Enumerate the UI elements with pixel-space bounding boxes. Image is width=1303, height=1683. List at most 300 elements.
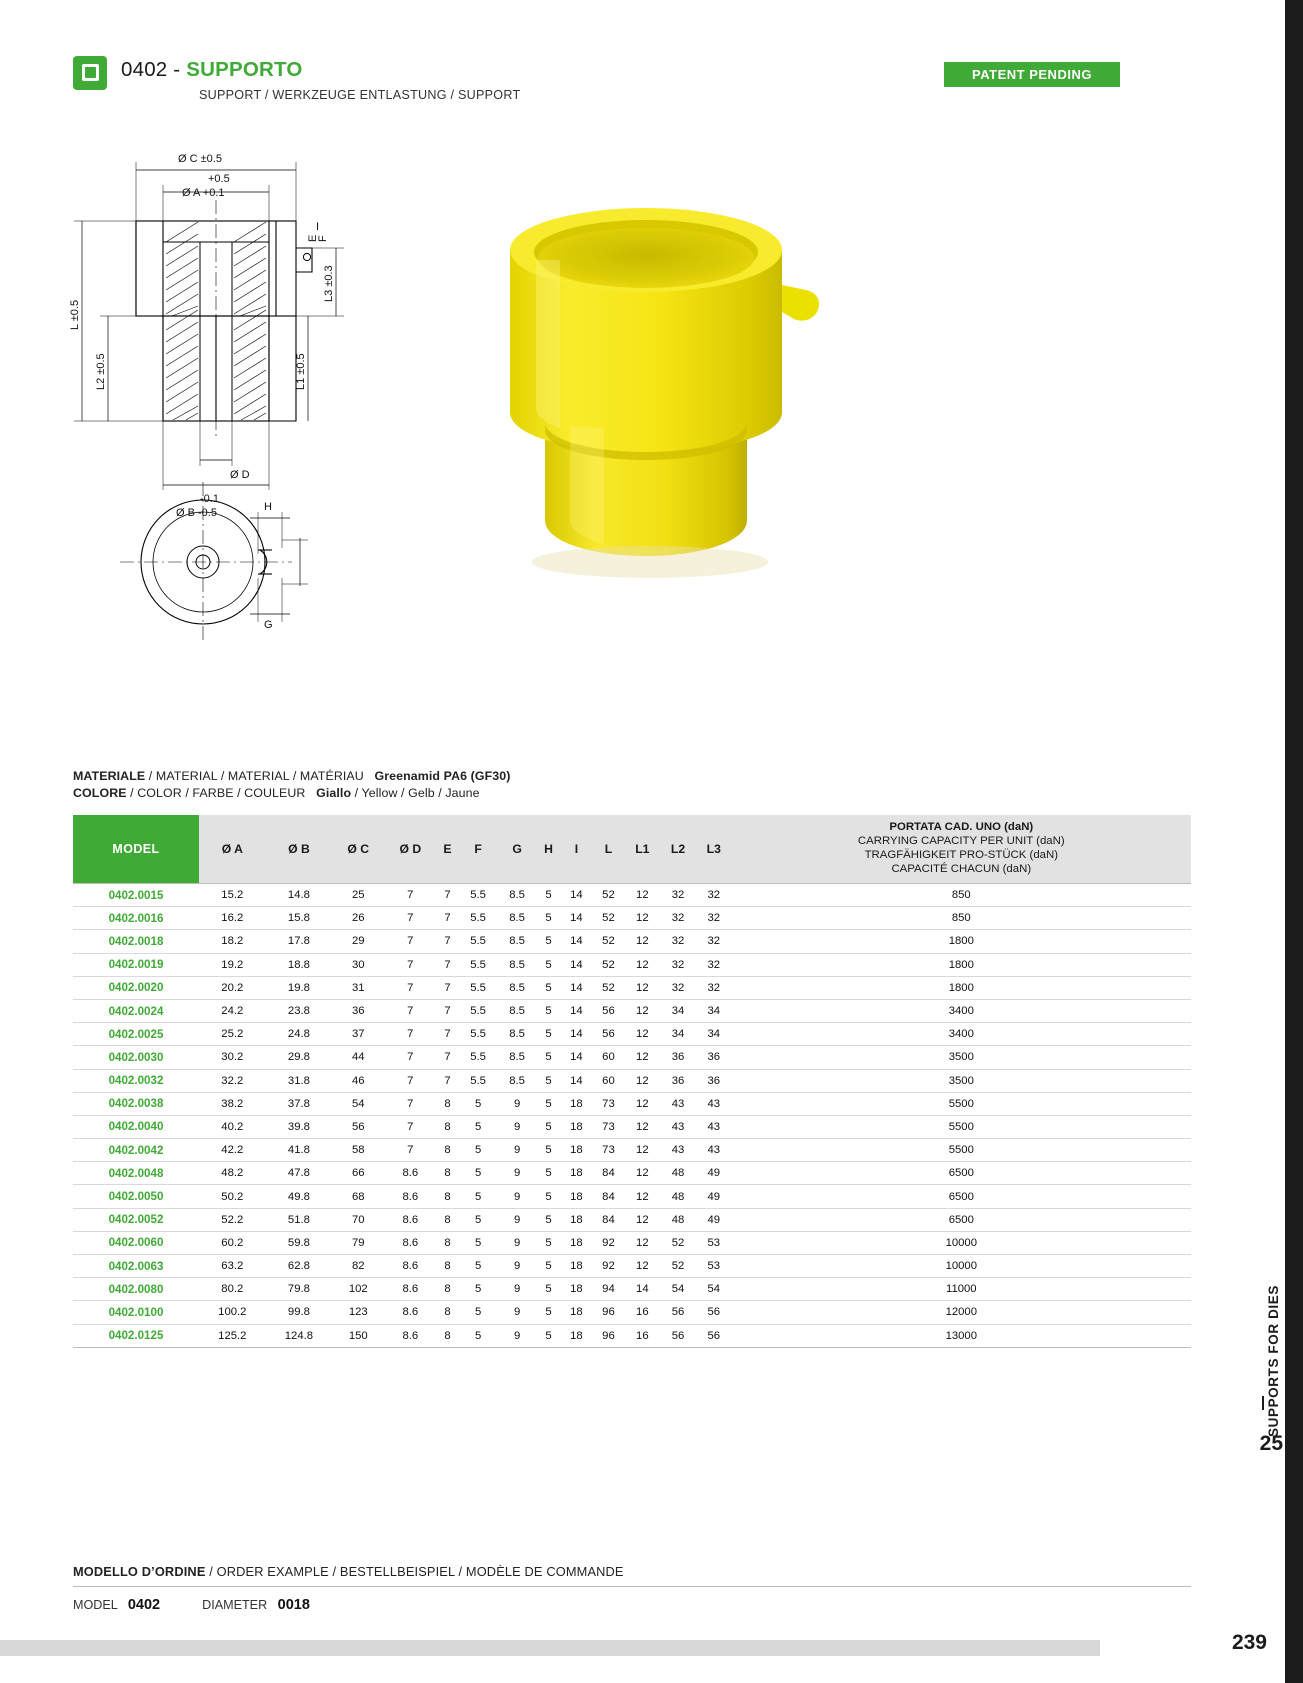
cell-dim-d: 8.6 [384,1208,436,1231]
cell-dim-e: 8 [436,1139,458,1162]
cell-dim-i: 18 [560,1278,592,1301]
cell-dim-c: 29 [332,930,384,953]
cell-dim-b: 15.8 [266,907,333,930]
cell-dim-e: 7 [436,884,458,907]
dim-label-diaA: Ø A +0.1 [182,187,225,199]
cell-capacity: 850 [732,907,1191,930]
cell-dim-f: 5.5 [459,884,498,907]
cell-dim-l2: 56 [660,1324,696,1347]
cell-dim-g: 9 [498,1208,537,1231]
cell-dim-c: 79 [332,1231,384,1254]
cell-dim-l3: 49 [696,1162,732,1185]
cell-dim-i: 14 [560,999,592,1022]
cell-dim-d: 7 [384,884,436,907]
cell-dim-l3: 32 [696,907,732,930]
cell-dim-l2: 52 [660,1231,696,1254]
order-example-title [73,1564,624,1579]
product-photo [500,190,1080,610]
cell-dim-l1: 12 [624,907,660,930]
column-header-dia-c: Ø C [332,815,384,884]
cell-capacity: 10000 [732,1231,1191,1254]
cell-dim-l1: 12 [624,1231,660,1254]
cell-dim-e: 8 [436,1185,458,1208]
column-header-l1: L1 [624,815,660,884]
cell-capacity: 11000 [732,1278,1191,1301]
cell-dim-b: 51.8 [266,1208,333,1231]
cell-dim-f: 5 [459,1162,498,1185]
cell-dim-g: 9 [498,1278,537,1301]
cell-capacity: 10000 [732,1255,1191,1278]
status-badge: PATENT PENDING [944,62,1120,87]
cell-dim-g: 8.5 [498,999,537,1022]
cell-dim-l: 52 [592,884,624,907]
footer-bar [0,1640,1100,1656]
cell-dim-h: 5 [537,1208,561,1231]
cell-dim-h: 5 [537,1278,561,1301]
cell-dim-b: 39.8 [266,1115,333,1138]
cell-dim-l3: 43 [696,1092,732,1115]
cell-dim-f: 5 [459,1092,498,1115]
side-divider [1262,1396,1264,1410]
dim-label-L1: L1 ±0.5 [295,353,307,390]
cell-dim-l: 84 [592,1162,624,1185]
cell-dim-l2: 43 [660,1115,696,1138]
cell-dim-h: 5 [537,884,561,907]
column-header-capacity [732,815,1191,884]
table-row [73,1231,1191,1254]
cell-dim-a: 24.2 [199,999,266,1022]
cell-dim-f: 5.5 [459,976,498,999]
cell-dim-b: 29.8 [266,1046,333,1069]
cell-dim-l3: 36 [696,1046,732,1069]
cell-dim-l2: 43 [660,1139,696,1162]
cell-dim-c: 68 [332,1185,384,1208]
cell-dim-l1: 12 [624,953,660,976]
cell-dim-c: 70 [332,1208,384,1231]
cell-dim-i: 18 [560,1208,592,1231]
column-header-e: E [436,815,458,884]
cell-dim-d: 7 [384,1069,436,1092]
cell-dim-d: 8.6 [384,1185,436,1208]
column-header-dia-b: Ø B [266,815,333,884]
cell-dim-a: 15.2 [199,884,266,907]
table-row [73,884,1191,907]
cell-dim-i: 18 [560,1139,592,1162]
order-diameter-value: 0018 [277,1597,310,1613]
cell-dim-i: 18 [560,1231,592,1254]
cell-dim-g: 8.5 [498,930,537,953]
cell-dim-f: 5.5 [459,1046,498,1069]
table-row [73,1185,1191,1208]
cell-dim-h: 5 [537,1255,561,1278]
cell-dim-l2: 32 [660,884,696,907]
cell-dim-e: 8 [436,1162,458,1185]
cell-dim-c: 58 [332,1139,384,1162]
cell-dim-a: 20.2 [199,976,266,999]
cell-dim-h: 5 [537,907,561,930]
cell-dim-i: 14 [560,953,592,976]
cell-dim-c: 30 [332,953,384,976]
cell-dim-a: 48.2 [199,1162,266,1185]
table-row [73,1162,1191,1185]
table-row [73,953,1191,976]
cell-dim-b: 18.8 [266,953,333,976]
cell-capacity: 5500 [732,1092,1191,1115]
cell-dim-b: 99.8 [266,1301,333,1324]
cell-dim-a: 60.2 [199,1231,266,1254]
cell-model: 0402.0020 [73,976,199,999]
table-row [73,907,1191,930]
cell-dim-d: 7 [384,1023,436,1046]
cell-dim-e: 7 [436,930,458,953]
cell-dim-f: 5.5 [459,999,498,1022]
cell-capacity: 6500 [732,1185,1191,1208]
cell-dim-l1: 12 [624,1069,660,1092]
material-line [73,769,511,783]
cell-dim-l2: 43 [660,1092,696,1115]
cell-dim-g: 9 [498,1231,537,1254]
cell-dim-e: 7 [436,976,458,999]
cell-dim-g: 8.5 [498,976,537,999]
material-info [73,769,511,803]
cell-capacity: 3500 [732,1046,1191,1069]
cell-dim-l: 84 [592,1185,624,1208]
cell-dim-l3: 36 [696,1069,732,1092]
table-row [73,1324,1191,1347]
cell-dim-l3: 32 [696,953,732,976]
cell-dim-a: 18.2 [199,930,266,953]
cell-dim-l1: 12 [624,884,660,907]
product-lug [782,285,819,321]
cell-dim-g: 9 [498,1162,537,1185]
page-title-code: 0402 - [121,58,187,81]
column-header-dia-d: Ø D [384,815,436,884]
color-value-translations: / Yellow / Gelb / Jaune [351,786,480,800]
column-header-f: F [459,815,498,884]
order-example-values [73,1597,310,1613]
table-row [73,1023,1191,1046]
cell-dim-b: 47.8 [266,1162,333,1185]
column-header-i: I [560,815,592,884]
cell-dim-b: 37.8 [266,1092,333,1115]
cell-dim-d: 7 [384,1092,436,1115]
page-edge-bar [1285,0,1303,1683]
dim-label-I: I [316,221,320,233]
cell-dim-l2: 32 [660,953,696,976]
capacity-header-en: CARRYING CAPACITY PER UNIT (daN) [857,835,1065,848]
cell-dim-l: 73 [592,1139,624,1162]
cell-dim-l2: 36 [660,1046,696,1069]
cell-dim-a: 40.2 [199,1115,266,1138]
cell-dim-l2: 36 [660,1069,696,1092]
cell-dim-a: 80.2 [199,1278,266,1301]
cell-dim-a: 42.2 [199,1139,266,1162]
order-example-label: MODELLO D’ORDINE [73,1564,206,1579]
cell-dim-b: 59.8 [266,1231,333,1254]
cell-model: 0402.0052 [73,1208,199,1231]
cell-dim-c: 44 [332,1046,384,1069]
side-section-label: SUPPORTS FOR DIES [1266,1285,1281,1437]
cell-dim-g: 8.5 [498,1069,537,1092]
cell-dim-g: 9 [498,1185,537,1208]
cell-dim-i: 18 [560,1092,592,1115]
order-example-translations: / ORDER EXAMPLE / BESTELLBEISPIEL / MODÈLE DE COMMANDE [205,1564,624,1579]
spec-table-body [73,884,1191,1348]
cell-capacity: 1800 [732,976,1191,999]
cell-dim-l: 96 [592,1301,624,1324]
cell-dim-a: 32.2 [199,1069,266,1092]
capacity-header-fr: CAPACITÉ CHACUN (daN) [891,862,1032,875]
cell-dim-l2: 32 [660,930,696,953]
cell-capacity: 850 [732,884,1191,907]
dim-label-L: L ±0.5 [69,299,81,330]
column-header-l: L [592,815,624,884]
cell-capacity: 1800 [732,930,1191,953]
cell-dim-g: 8.5 [498,1023,537,1046]
table-row [73,1046,1191,1069]
dim-label-diaD: Ø D [230,469,250,481]
cell-model: 0402.0040 [73,1115,199,1138]
square-logo-icon [73,56,107,90]
cell-dim-l1: 12 [624,1092,660,1115]
cell-dim-l3: 54 [696,1278,732,1301]
cell-dim-f: 5 [459,1208,498,1231]
cell-dim-h: 5 [537,1023,561,1046]
cell-dim-h: 5 [537,1139,561,1162]
cell-capacity: 6500 [732,1208,1191,1231]
cell-dim-g: 9 [498,1324,537,1347]
cell-dim-l3: 53 [696,1231,732,1254]
cell-dim-h: 5 [537,1301,561,1324]
cell-dim-d: 8.6 [384,1301,436,1324]
cell-dim-i: 14 [560,976,592,999]
cell-dim-l3: 56 [696,1324,732,1347]
cell-model: 0402.0030 [73,1046,199,1069]
cell-dim-d: 8.6 [384,1324,436,1347]
column-header-h: H [537,815,561,884]
cell-dim-l1: 12 [624,1023,660,1046]
cell-dim-b: 31.8 [266,1069,333,1092]
cell-dim-d: 7 [384,1115,436,1138]
cell-dim-l1: 12 [624,1162,660,1185]
cell-dim-g: 8.5 [498,884,537,907]
cell-dim-l3: 43 [696,1115,732,1138]
cell-dim-b: 79.8 [266,1278,333,1301]
table-row [73,976,1191,999]
cell-dim-h: 5 [537,930,561,953]
cell-dim-d: 8.6 [384,1231,436,1254]
cell-dim-f: 5.5 [459,1023,498,1046]
cell-dim-c: 36 [332,999,384,1022]
side-chapter-number: 25 [1259,1432,1283,1455]
dim-label-L3: L3 ±0.3 [323,265,335,302]
cell-dim-b: 17.8 [266,930,333,953]
cell-dim-l3: 49 [696,1185,732,1208]
cell-dim-f: 5 [459,1255,498,1278]
spec-table [73,815,1191,1348]
cell-dim-c: 82 [332,1255,384,1278]
cell-dim-f: 5.5 [459,907,498,930]
cell-capacity: 12000 [732,1301,1191,1324]
cell-dim-d: 8.6 [384,1162,436,1185]
cell-dim-e: 7 [436,1046,458,1069]
cell-model: 0402.0038 [73,1092,199,1115]
cell-dim-l3: 56 [696,1301,732,1324]
cell-dim-a: 100.2 [199,1301,266,1324]
cell-dim-f: 5 [459,1115,498,1138]
cell-dim-l3: 32 [696,930,732,953]
cell-dim-d: 7 [384,953,436,976]
cell-dim-d: 7 [384,999,436,1022]
cell-model: 0402.0060 [73,1231,199,1254]
cell-dim-a: 125.2 [199,1324,266,1347]
cell-model: 0402.0048 [73,1162,199,1185]
cell-dim-e: 7 [436,1069,458,1092]
cell-dim-l: 52 [592,907,624,930]
cell-dim-g: 9 [498,1255,537,1278]
cell-dim-l1: 16 [624,1324,660,1347]
cell-dim-l1: 16 [624,1301,660,1324]
cell-dim-l3: 34 [696,1023,732,1046]
cell-dim-d: 7 [384,1139,436,1162]
cell-capacity: 5500 [732,1139,1191,1162]
cell-dim-l: 56 [592,1023,624,1046]
dim-label-L2: L2 ±0.5 [95,353,107,390]
cell-dim-l2: 32 [660,976,696,999]
cell-dim-a: 25.2 [199,1023,266,1046]
cell-capacity: 1800 [732,953,1191,976]
spec-table-head [73,815,1191,884]
dim-label-diaB: Ø B -0.5 [176,507,217,519]
cell-dim-e: 8 [436,1115,458,1138]
cell-dim-i: 14 [560,1023,592,1046]
table-row [73,930,1191,953]
cell-dim-g: 8.5 [498,907,537,930]
cell-dim-b: 14.8 [266,884,333,907]
cell-model: 0402.0015 [73,884,199,907]
cell-dim-a: 50.2 [199,1185,266,1208]
cell-dim-h: 5 [537,976,561,999]
cell-dim-b: 124.8 [266,1324,333,1347]
table-row [73,1115,1191,1138]
cell-dim-c: 123 [332,1301,384,1324]
cell-dim-h: 5 [537,953,561,976]
cell-dim-l: 92 [592,1231,624,1254]
cell-dim-f: 5.5 [459,1069,498,1092]
cell-dim-i: 14 [560,1046,592,1069]
table-row [73,999,1191,1022]
cell-dim-f: 5 [459,1231,498,1254]
cell-dim-h: 5 [537,1185,561,1208]
order-model-value: 0402 [127,1597,161,1613]
cell-dim-a: 30.2 [199,1046,266,1069]
cell-dim-g: 8.5 [498,1046,537,1069]
cell-dim-e: 8 [436,1092,458,1115]
cell-dim-l: 94 [592,1278,624,1301]
cell-dim-l: 52 [592,953,624,976]
cell-dim-l1: 14 [624,1278,660,1301]
cell-dim-e: 8 [436,1208,458,1231]
cell-dim-d: 7 [384,907,436,930]
cell-dim-l: 52 [592,976,624,999]
table-row [73,1278,1191,1301]
cell-model: 0402.0019 [73,953,199,976]
cell-dim-b: 23.8 [266,999,333,1022]
table-row [73,1255,1191,1278]
cell-dim-g: 9 [498,1115,537,1138]
cell-dim-l3: 43 [696,1139,732,1162]
page-title [121,58,303,82]
cell-dim-l2: 34 [660,999,696,1022]
cell-model: 0402.0100 [73,1301,199,1324]
cell-model: 0402.0125 [73,1324,199,1347]
cell-dim-f: 5 [459,1278,498,1301]
cell-dim-i: 18 [560,1162,592,1185]
cell-dim-b: 24.8 [266,1023,333,1046]
cell-dim-i: 18 [560,1115,592,1138]
cell-dim-l2: 32 [660,907,696,930]
cell-dim-i: 18 [560,1324,592,1347]
cell-dim-d: 8.6 [384,1255,436,1278]
cell-dim-l3: 53 [696,1255,732,1278]
cell-capacity: 6500 [732,1162,1191,1185]
cell-dim-l1: 12 [624,1185,660,1208]
cell-dim-c: 26 [332,907,384,930]
dim-label-G: G [264,619,273,631]
cell-model: 0402.0050 [73,1185,199,1208]
cell-model: 0402.0024 [73,999,199,1022]
cell-capacity: 5500 [732,1115,1191,1138]
cell-dim-e: 7 [436,1023,458,1046]
cell-model: 0402.0032 [73,1069,199,1092]
cell-dim-e: 8 [436,1278,458,1301]
spec-table-wrapper [73,815,1191,1348]
cell-dim-l3: 32 [696,884,732,907]
cell-dim-f: 5 [459,1185,498,1208]
cell-capacity: 3400 [732,999,1191,1022]
cell-capacity: 3400 [732,1023,1191,1046]
cell-dim-l1: 12 [624,1115,660,1138]
cell-dim-c: 37 [332,1023,384,1046]
cell-dim-h: 5 [537,1162,561,1185]
cell-dim-l: 56 [592,999,624,1022]
cell-dim-c: 25 [332,884,384,907]
dim-label-diaC: Ø C ±0.5 [178,153,222,165]
cell-dim-e: 8 [436,1324,458,1347]
cell-dim-e: 8 [436,1231,458,1254]
cell-dim-c: 66 [332,1162,384,1185]
cell-dim-i: 14 [560,930,592,953]
cell-dim-l2: 52 [660,1255,696,1278]
cell-dim-f: 5 [459,1139,498,1162]
cell-dim-f: 5.5 [459,953,498,976]
cell-dim-l1: 12 [624,1046,660,1069]
color-value: Giallo [316,786,352,800]
order-divider [73,1586,1191,1587]
capacity-header-de: TRAGFÄHIGKEIT PRO-STÜCK (daN) [864,849,1059,861]
cell-dim-d: 7 [384,976,436,999]
cell-dim-e: 7 [436,953,458,976]
cell-dim-d: 7 [384,1046,436,1069]
color-label-translations: / COLOR / FARBE / COULEUR [126,786,306,800]
column-header-model: MODEL [73,815,199,884]
cell-dim-l2: 34 [660,1023,696,1046]
cell-dim-g: 8.5 [498,953,537,976]
page-title-name: SUPPORTO [186,58,303,81]
cell-dim-b: 19.8 [266,976,333,999]
cell-dim-a: 38.2 [199,1092,266,1115]
table-row [73,1069,1191,1092]
